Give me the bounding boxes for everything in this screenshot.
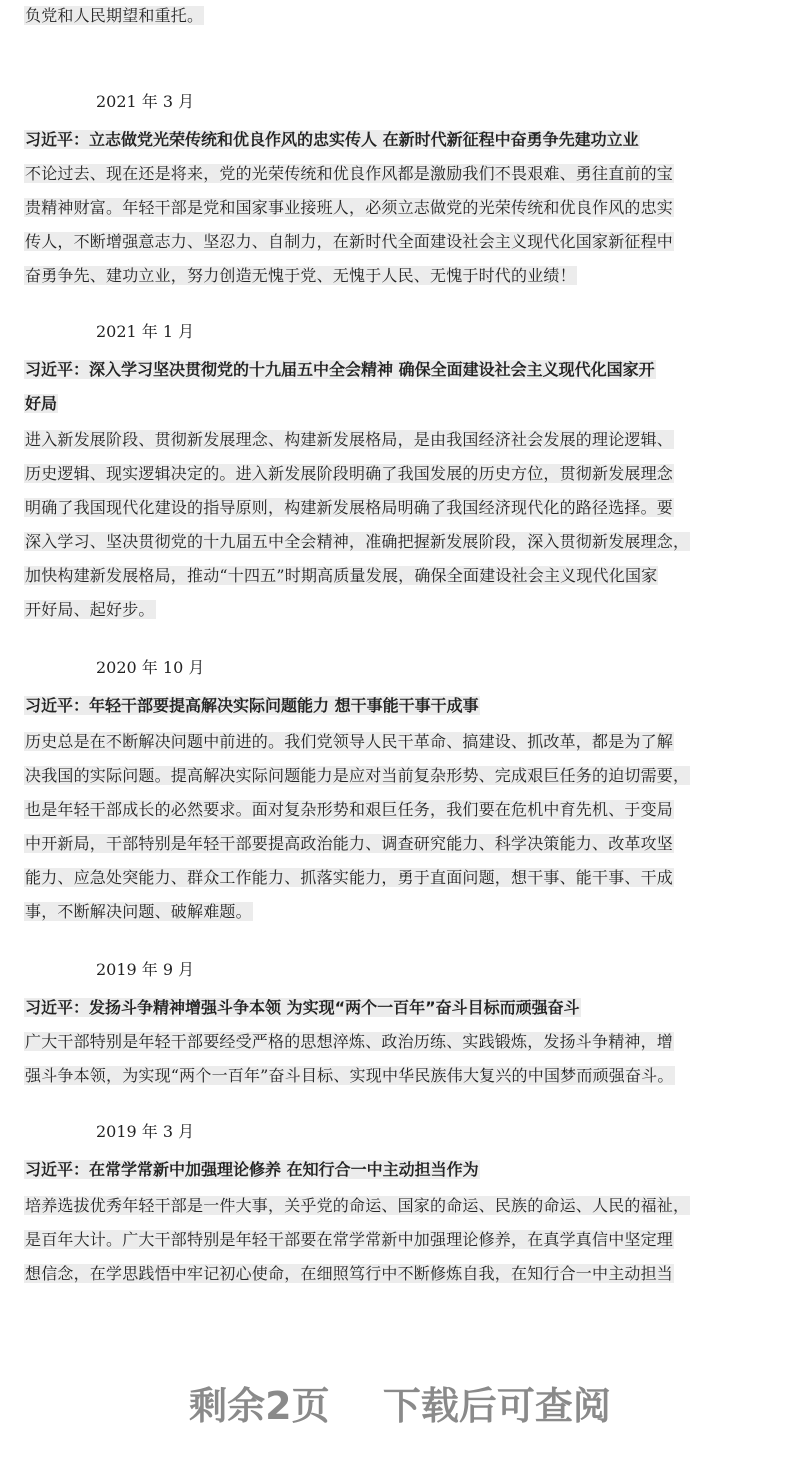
download-prompt[interactable] (0, 1380, 800, 1432)
section-date: 2021 年 3 月 (96, 92, 195, 111)
section-date: 2021 年 1 月 (96, 322, 195, 341)
body-line: 是百年大计。广大干部特别是年轻干部要在常学常新中加强理论修养，在真学真信中坚定理 (25, 1230, 674, 1249)
body-line: 贵精神财富。年轻干部是党和国家事业接班人，必须立志做党的光荣传统和优良作风的忠实 (25, 198, 674, 217)
section-title: 习近平：发扬斗争精神增强斗争本领 为实现“两个一百年”奋斗目标而顽强奋斗 (25, 998, 580, 1017)
section-date: 2020 年 10 月 (96, 658, 205, 677)
body-line: 事，不断解决问题、破解难题。 (25, 902, 252, 921)
body-line: 不论过去、现在还是将来，党的光荣传统和优良作风都是激励我们不畏艰难、勇往直前的宝 (25, 164, 674, 183)
body-line: 深入学习、坚决贯彻党的十九届五中全会精神，准确把握新发展阶段，深入贯彻新发展理念， (25, 532, 690, 551)
remaining-pages-label: 剩余2页 (189, 1384, 330, 1428)
body-line: 奋勇争先、建功立业，努力创造无愧于党、无愧于人民、无愧于时代的业绩！ (25, 266, 576, 285)
section-title: 习近平：深入学习坚决贯彻党的十九届五中全会精神 确保全面建设社会主义现代化国家开 (25, 360, 655, 379)
body-line: 决我国的实际问题。提高解决实际问题能力是应对当前复杂形势、完成艰巨任务的迫切需要， (25, 766, 690, 785)
body-line: 历史逻辑、现实逻辑决定的。进入新发展阶段明确了我国发展的历史方位，贯彻新发展理念 (25, 464, 674, 483)
paragraph-line (24, 2, 204, 30)
body-line: 进入新发展阶段、贯彻新发展理念、构建新发展格局，是由我国经济社会发展的理论逻辑、 (25, 430, 674, 449)
body-line: 强斗争本领，为实现“两个一百年”奋斗目标、实现中华民族伟大复兴的中国梦而顽强奋斗。 (25, 1066, 674, 1085)
body-line: 明确了我国现代化建设的指导原则，构建新发展格局明确了我国经济现代化的路径选择。要 (25, 498, 674, 517)
body-line: 也是年轻干部成长的必然要求。面对复杂形势和艰巨任务，我们要在危机中育先机、于变局 (25, 800, 674, 819)
body-line: 开好局、起好步。 (25, 600, 155, 619)
body-line: 培养选拔优秀年轻干部是一件大事，关乎党的命运、国家的命运、民族的命运、人民的福祉， (25, 1196, 690, 1215)
body-line: 中开新局，干部特别是年轻干部要提高政治能力、调查研究能力、科学决策能力、改革攻坚 (25, 834, 674, 853)
section-title: 好局 (25, 394, 58, 413)
body-line: 想信念，在学思践悟中牢记初心使命，在细照笃行中不断修炼自我，在知行合一中主动担当 (25, 1264, 674, 1283)
download-to-view-label[interactable]: 下载后可查阅 (382, 1384, 611, 1428)
section-title: 习近平：在常学常新中加强理论修养 在知行合一中主动担当作为 (25, 1160, 479, 1179)
section-date: 2019 年 3 月 (96, 1122, 195, 1141)
top-line: 负党和人民期望和重托。 (25, 6, 204, 25)
body-line: 加快构建新发展格局，推动“十四五”时期高质量发展，确保全面建设社会主义现代化国家 (25, 566, 658, 585)
section-date: 2019 年 9 月 (96, 960, 195, 979)
body-line: 历史总是在不断解决问题中前进的。我们党领导人民干革命、搞建设、抓改革，都是为了解 (25, 732, 674, 751)
section-title: 习近平：立志做党光荣传统和优良作风的忠实传人 在新时代新征程中奋勇争先建功立业 (25, 130, 639, 149)
body-line: 能力、应急处突能力、群众工作能力、抓落实能力，勇于直面问题，想干事、能干事、干成 (25, 868, 674, 887)
body-line: 广大干部特别是年轻干部要经受严格的思想淬炼、政治历练、实践锻炼，发扬斗争精神，增 (25, 1032, 674, 1051)
body-line: 传人，不断增强意志力、坚忍力、自制力，在新时代全面建设社会主义现代化国家新征程中 (25, 232, 674, 251)
section-title: 习近平：年轻干部要提高解决实际问题能力 想干事能干事干成事 (25, 696, 479, 715)
